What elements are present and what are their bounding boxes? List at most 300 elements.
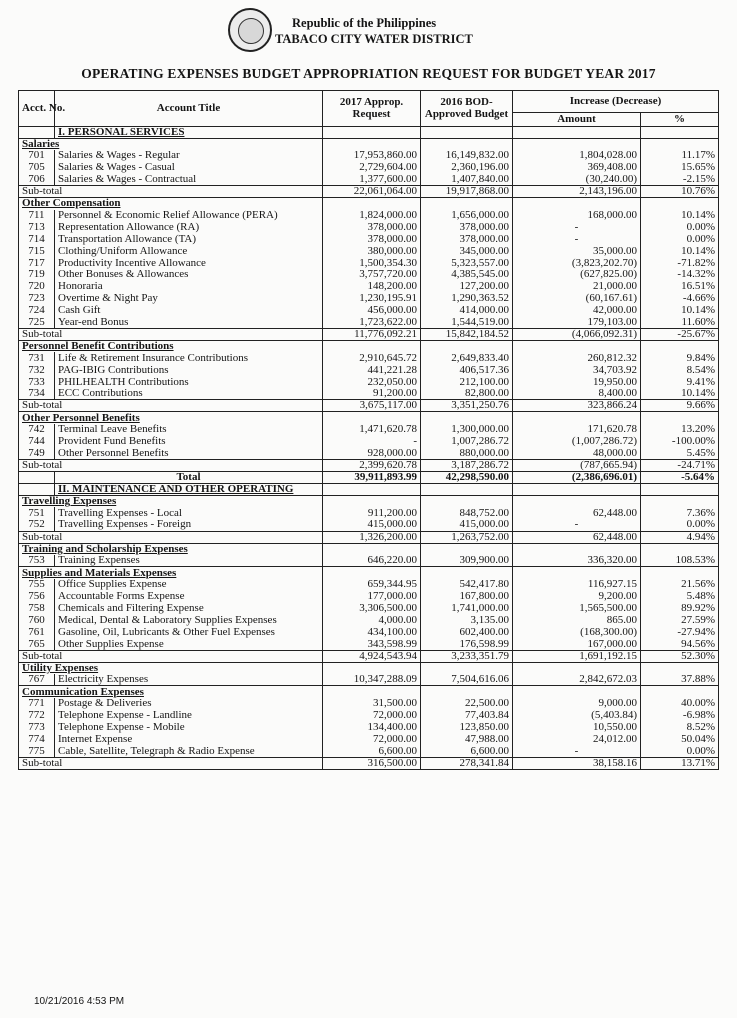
approp-2017-cell: 11,776,092.21 bbox=[323, 329, 421, 341]
acct-no-cell: 714 bbox=[19, 233, 55, 245]
empty-cell bbox=[641, 138, 719, 150]
table-row bbox=[19, 221, 719, 233]
approp-2017-cell: 17,953,860.00 bbox=[323, 150, 421, 162]
bod-2016-cell: 7,504,616.06 bbox=[421, 674, 513, 686]
increase-amount-cell: 369,408.00 bbox=[513, 162, 641, 174]
empty-cell bbox=[421, 126, 513, 138]
empty-cell bbox=[513, 138, 641, 150]
group-title: Communication Expenses bbox=[19, 686, 323, 698]
increase-amount-cell: (4,066,092.31) bbox=[513, 329, 641, 341]
approp-2017-cell: 343,598.99 bbox=[323, 638, 421, 650]
empty-cell bbox=[421, 138, 513, 150]
table-row bbox=[19, 745, 719, 757]
increase-pct-cell: 9.41% bbox=[641, 376, 719, 388]
account-title-cell: Travelling Expenses - Foreign bbox=[55, 519, 323, 531]
approp-2017-cell: 10,347,288.09 bbox=[323, 674, 421, 686]
increase-amount-cell: - bbox=[513, 233, 641, 245]
account-title-cell: Cash Gift bbox=[55, 305, 323, 317]
approp-2017-cell: 1,377,600.00 bbox=[323, 174, 421, 186]
empty-cell bbox=[513, 412, 641, 424]
empty-cell bbox=[641, 126, 719, 138]
acct-no-cell: 715 bbox=[19, 245, 55, 257]
empty-cell bbox=[323, 126, 421, 138]
table-row bbox=[19, 269, 719, 281]
increase-pct-cell: -5.64% bbox=[641, 472, 719, 484]
empty-cell bbox=[323, 412, 421, 424]
increase-pct-cell: 8.54% bbox=[641, 364, 719, 376]
group-title: Other Personnel Benefits bbox=[19, 412, 323, 424]
approp-2017-cell: 2,729,604.00 bbox=[323, 162, 421, 174]
bod-2016-cell: 602,400.00 bbox=[421, 626, 513, 638]
increase-pct-cell: 15.65% bbox=[641, 162, 719, 174]
empty-cell bbox=[641, 686, 719, 698]
account-title-cell: PAG-IBIG Contributions bbox=[55, 364, 323, 376]
acct-no-cell: 723 bbox=[19, 293, 55, 305]
subtotal-label: Sub-total bbox=[19, 329, 323, 341]
increase-amount-cell: 48,000.00 bbox=[513, 448, 641, 460]
acct-no-cell: 767 bbox=[19, 674, 55, 686]
account-title-cell: Productivity Incentive Allowance bbox=[55, 257, 323, 269]
acct-no-cell bbox=[19, 472, 55, 484]
bod-2016-cell: 176,598.99 bbox=[421, 638, 513, 650]
total-label: Total bbox=[55, 472, 323, 484]
account-title-cell: Salaries & Wages - Contractual bbox=[55, 174, 323, 186]
approp-2017-cell: 1,500,354.30 bbox=[323, 257, 421, 269]
approp-2017-cell: 456,000.00 bbox=[323, 305, 421, 317]
col-2017-approp: 2017 Approp. Request bbox=[323, 91, 421, 127]
bod-2016-cell: 77,403.84 bbox=[421, 710, 513, 722]
increase-pct-cell: 50.04% bbox=[641, 734, 719, 746]
increase-amount-cell: 8,400.00 bbox=[513, 388, 641, 400]
increase-pct-cell: 10.14% bbox=[641, 245, 719, 257]
bod-2016-cell: 1,300,000.00 bbox=[421, 424, 513, 436]
section-title: II. MAINTENANCE AND OTHER OPERATING bbox=[55, 484, 323, 496]
subtotal-label: Sub-total bbox=[19, 460, 323, 472]
acct-no-cell: 724 bbox=[19, 305, 55, 317]
increase-pct-cell: 94.56% bbox=[641, 638, 719, 650]
table-row bbox=[19, 722, 719, 734]
table-row bbox=[19, 579, 719, 591]
table-row bbox=[19, 615, 719, 627]
acct-no-cell bbox=[19, 126, 55, 138]
increase-amount-cell: - bbox=[513, 745, 641, 757]
acct-no-cell: 772 bbox=[19, 710, 55, 722]
increase-pct-cell: -14.32% bbox=[641, 269, 719, 281]
table-row bbox=[19, 698, 719, 710]
increase-pct-cell: 11.17% bbox=[641, 150, 719, 162]
increase-pct-cell: 10.14% bbox=[641, 210, 719, 222]
acct-no-cell: 749 bbox=[19, 448, 55, 460]
increase-amount-cell: 19,950.00 bbox=[513, 376, 641, 388]
increase-pct-cell: 27.59% bbox=[641, 615, 719, 627]
approp-2017-cell: 177,000.00 bbox=[323, 591, 421, 603]
increase-pct-cell: 4.94% bbox=[641, 531, 719, 543]
acct-no-cell: 705 bbox=[19, 162, 55, 174]
col-acct-no: Acct. No. bbox=[19, 91, 55, 127]
document-header bbox=[0, 0, 737, 62]
col-2016-bod: 2016 BOD-Approved Budget bbox=[421, 91, 513, 127]
increase-pct-cell: 13.20% bbox=[641, 424, 719, 436]
bod-2016-cell: 19,917,868.00 bbox=[421, 186, 513, 198]
acct-no-cell: 773 bbox=[19, 722, 55, 734]
subtotal-row bbox=[19, 186, 719, 198]
account-title-cell: Life & Retirement Insurance Contributions bbox=[55, 352, 323, 364]
empty-cell bbox=[421, 686, 513, 698]
col-increase: Increase (Decrease) bbox=[513, 91, 719, 113]
bod-2016-cell: 278,341.84 bbox=[421, 757, 513, 769]
approp-2017-cell: 1,326,200.00 bbox=[323, 531, 421, 543]
increase-amount-cell: 260,812.32 bbox=[513, 352, 641, 364]
empty-cell bbox=[641, 341, 719, 353]
account-title-cell: Medical, Dental & Laboratory Supplies Expenses bbox=[55, 615, 323, 627]
bod-2016-cell: 378,000.00 bbox=[421, 233, 513, 245]
empty-cell bbox=[513, 686, 641, 698]
subtotal-row bbox=[19, 757, 719, 769]
approp-2017-cell: 148,200.00 bbox=[323, 281, 421, 293]
account-title-cell: Postage & Deliveries bbox=[55, 698, 323, 710]
increase-amount-cell: (3,823,202.70) bbox=[513, 257, 641, 269]
bod-2016-cell: 3,351,250.76 bbox=[421, 400, 513, 412]
increase-pct-cell: 108.53% bbox=[641, 555, 719, 567]
table-row bbox=[19, 293, 719, 305]
account-title-cell: Accountable Forms Expense bbox=[55, 591, 323, 603]
empty-cell bbox=[323, 686, 421, 698]
increase-pct-cell: -27.94% bbox=[641, 626, 719, 638]
empty-cell bbox=[323, 341, 421, 353]
acct-no-cell: 706 bbox=[19, 174, 55, 186]
increase-pct-cell: -71.82% bbox=[641, 257, 719, 269]
increase-pct-cell: -100.00% bbox=[641, 436, 719, 448]
budget-table bbox=[18, 90, 719, 770]
bod-2016-cell: 82,800.00 bbox=[421, 388, 513, 400]
increase-amount-cell: 323,866.24 bbox=[513, 400, 641, 412]
increase-pct-cell: 37.88% bbox=[641, 674, 719, 686]
empty-cell bbox=[323, 567, 421, 579]
acct-no-cell: 751 bbox=[19, 507, 55, 519]
group-title: Personnel Benefit Contributions bbox=[19, 341, 323, 353]
acct-no-cell: 755 bbox=[19, 579, 55, 591]
approp-2017-cell: 134,400.00 bbox=[323, 722, 421, 734]
group-title: Salaries bbox=[19, 138, 323, 150]
account-title-cell: Personnel & Economic Relief Allowance (PERA) bbox=[55, 210, 323, 222]
approp-2017-cell: 232,050.00 bbox=[323, 376, 421, 388]
account-title-cell: Other Personnel Benefits bbox=[55, 448, 323, 460]
group-heading-row bbox=[19, 567, 719, 579]
bod-2016-cell: 42,298,590.00 bbox=[421, 472, 513, 484]
group-heading-row bbox=[19, 341, 719, 353]
account-title-cell: Internet Expense bbox=[55, 734, 323, 746]
empty-cell bbox=[421, 496, 513, 508]
increase-amount-cell: 1,804,028.00 bbox=[513, 150, 641, 162]
increase-amount-cell: 24,012.00 bbox=[513, 734, 641, 746]
section-heading-row bbox=[19, 484, 719, 496]
increase-pct-cell: -2.15% bbox=[641, 174, 719, 186]
increase-amount-cell: (787,665.94) bbox=[513, 460, 641, 472]
bod-2016-cell: 414,000.00 bbox=[421, 305, 513, 317]
group-title: Travelling Expenses bbox=[19, 496, 323, 508]
increase-pct-cell: -25.67% bbox=[641, 329, 719, 341]
bod-2016-cell: 1,290,363.52 bbox=[421, 293, 513, 305]
account-title-cell: Terminal Leave Benefits bbox=[55, 424, 323, 436]
approp-2017-cell: 911,200.00 bbox=[323, 507, 421, 519]
acct-no-cell: 752 bbox=[19, 519, 55, 531]
approp-2017-cell: 2,399,620.78 bbox=[323, 460, 421, 472]
table-row bbox=[19, 734, 719, 746]
bod-2016-cell: 1,741,000.00 bbox=[421, 603, 513, 615]
account-title-cell: Travelling Expenses - Local bbox=[55, 507, 323, 519]
approp-2017-cell: 1,723,622.00 bbox=[323, 317, 421, 329]
table-row bbox=[19, 591, 719, 603]
subtotal-row bbox=[19, 329, 719, 341]
table-row bbox=[19, 233, 719, 245]
increase-pct-cell: 9.84% bbox=[641, 352, 719, 364]
increase-amount-cell: 62,448.00 bbox=[513, 531, 641, 543]
empty-cell bbox=[641, 484, 719, 496]
approp-2017-cell: 1,230,195.91 bbox=[323, 293, 421, 305]
increase-pct-cell: 10.76% bbox=[641, 186, 719, 198]
table-row bbox=[19, 436, 719, 448]
subtotal-label: Sub-total bbox=[19, 650, 323, 662]
table-row bbox=[19, 638, 719, 650]
acct-no-cell: 744 bbox=[19, 436, 55, 448]
increase-amount-cell: (60,167.61) bbox=[513, 293, 641, 305]
acct-no-cell: 717 bbox=[19, 257, 55, 269]
increase-amount-cell: 38,158.16 bbox=[513, 757, 641, 769]
increase-pct-cell: -4.66% bbox=[641, 293, 719, 305]
empty-cell bbox=[323, 496, 421, 508]
acct-no-cell: 732 bbox=[19, 364, 55, 376]
approp-2017-cell: 659,344.95 bbox=[323, 579, 421, 591]
empty-cell bbox=[421, 341, 513, 353]
table-row bbox=[19, 519, 719, 531]
approp-2017-cell: 3,757,720.00 bbox=[323, 269, 421, 281]
bod-2016-cell: 3,187,286.72 bbox=[421, 460, 513, 472]
empty-cell bbox=[513, 567, 641, 579]
increase-amount-cell: 865.00 bbox=[513, 615, 641, 627]
account-title-cell: Training Expenses bbox=[55, 555, 323, 567]
approp-2017-cell: 31,500.00 bbox=[323, 698, 421, 710]
bod-2016-cell: 345,000.00 bbox=[421, 245, 513, 257]
empty-cell bbox=[323, 484, 421, 496]
table-row bbox=[19, 281, 719, 293]
account-title-cell: Office Supplies Expense bbox=[55, 579, 323, 591]
acct-no-cell: 756 bbox=[19, 591, 55, 603]
increase-amount-cell: 1,565,500.00 bbox=[513, 603, 641, 615]
district-seal-logo bbox=[228, 8, 272, 52]
increase-pct-cell: 13.71% bbox=[641, 757, 719, 769]
account-title-cell: Cable, Satellite, Telegraph & Radio Expense bbox=[55, 745, 323, 757]
bod-2016-cell: 415,000.00 bbox=[421, 519, 513, 531]
account-title-cell: Representation Allowance (RA) bbox=[55, 221, 323, 233]
approp-2017-cell: 434,100.00 bbox=[323, 626, 421, 638]
table-row bbox=[19, 674, 719, 686]
approp-2017-cell: 22,061,064.00 bbox=[323, 186, 421, 198]
increase-amount-cell: 167,000.00 bbox=[513, 638, 641, 650]
increase-amount-cell: 62,448.00 bbox=[513, 507, 641, 519]
account-title-cell: ECC Contributions bbox=[55, 388, 323, 400]
subtotal-row bbox=[19, 650, 719, 662]
acct-no-cell: 701 bbox=[19, 150, 55, 162]
approp-2017-cell: 91,200.00 bbox=[323, 388, 421, 400]
account-title-cell: Other Bonuses & Allowances bbox=[55, 269, 323, 281]
account-title-cell: Other Supplies Expense bbox=[55, 638, 323, 650]
approp-2017-cell: 378,000.00 bbox=[323, 221, 421, 233]
increase-amount-cell: 336,320.00 bbox=[513, 555, 641, 567]
table-row bbox=[19, 317, 719, 329]
increase-amount-cell: 34,703.92 bbox=[513, 364, 641, 376]
bod-2016-cell: 1,007,286.72 bbox=[421, 436, 513, 448]
acct-no-cell: 734 bbox=[19, 388, 55, 400]
account-title-cell: Provident Fund Benefits bbox=[55, 436, 323, 448]
section-title: I. PERSONAL SERVICES bbox=[55, 126, 323, 138]
total-row bbox=[19, 472, 719, 484]
bod-2016-cell: 848,752.00 bbox=[421, 507, 513, 519]
approp-2017-cell: 1,824,000.00 bbox=[323, 210, 421, 222]
subtotal-row bbox=[19, 531, 719, 543]
increase-pct-cell: 5.45% bbox=[641, 448, 719, 460]
increase-amount-cell: - bbox=[513, 221, 641, 233]
approp-2017-cell: 415,000.00 bbox=[323, 519, 421, 531]
increase-amount-cell: 2,842,672.03 bbox=[513, 674, 641, 686]
account-title-cell: Salaries & Wages - Casual bbox=[55, 162, 323, 174]
section-heading-row bbox=[19, 126, 719, 138]
empty-cell bbox=[421, 412, 513, 424]
table-row bbox=[19, 448, 719, 460]
approp-2017-cell: 928,000.00 bbox=[323, 448, 421, 460]
account-title-cell: PHILHEALTH Contributions bbox=[55, 376, 323, 388]
approp-2017-cell: 4,924,543.94 bbox=[323, 650, 421, 662]
approp-2017-cell: 39,911,893.99 bbox=[323, 472, 421, 484]
table-row bbox=[19, 364, 719, 376]
table-row bbox=[19, 555, 719, 567]
table-row bbox=[19, 210, 719, 222]
empty-cell bbox=[513, 484, 641, 496]
increase-pct-cell: 40.00% bbox=[641, 698, 719, 710]
increase-pct-cell: 0.00% bbox=[641, 745, 719, 757]
increase-pct-cell: 21.56% bbox=[641, 579, 719, 591]
bod-2016-cell: 127,200.00 bbox=[421, 281, 513, 293]
acct-no-cell: 775 bbox=[19, 745, 55, 757]
increase-pct-cell: 10.14% bbox=[641, 388, 719, 400]
empty-cell bbox=[323, 198, 421, 210]
increase-amount-cell: 2,143,196.00 bbox=[513, 186, 641, 198]
bod-2016-cell: 3,135.00 bbox=[421, 615, 513, 627]
empty-cell bbox=[513, 126, 641, 138]
group-title: Other Compensation bbox=[19, 198, 323, 210]
increase-amount-cell: 10,550.00 bbox=[513, 722, 641, 734]
account-title-cell: Honoraria bbox=[55, 281, 323, 293]
table-row bbox=[19, 352, 719, 364]
account-title-cell: Clothing/Uniform Allowance bbox=[55, 245, 323, 257]
district-name: TABACO CITY WATER DISTRICT bbox=[275, 32, 473, 46]
account-title-cell: Gasoline, Oil, Lubricants & Other Fuel Expenses bbox=[55, 626, 323, 638]
table-body bbox=[19, 126, 719, 769]
bod-2016-cell: 309,900.00 bbox=[421, 555, 513, 567]
table-row bbox=[19, 150, 719, 162]
acct-no-cell: 758 bbox=[19, 603, 55, 615]
increase-amount-cell: 116,927.15 bbox=[513, 579, 641, 591]
acct-no-cell: 711 bbox=[19, 210, 55, 222]
approp-2017-cell: 4,000.00 bbox=[323, 615, 421, 627]
approp-2017-cell: 72,000.00 bbox=[323, 734, 421, 746]
account-title-cell: Year-end Bonus bbox=[55, 317, 323, 329]
empty-cell bbox=[513, 198, 641, 210]
acct-no-cell: 765 bbox=[19, 638, 55, 650]
increase-pct-cell: 0.00% bbox=[641, 221, 719, 233]
empty-cell bbox=[513, 496, 641, 508]
table-header bbox=[19, 91, 719, 127]
acct-no-cell: 713 bbox=[19, 221, 55, 233]
group-heading-row bbox=[19, 412, 719, 424]
increase-amount-cell: (30,240.00) bbox=[513, 174, 641, 186]
increase-amount-cell: 1,691,192.15 bbox=[513, 650, 641, 662]
increase-amount-cell: 168,000.00 bbox=[513, 210, 641, 222]
increase-amount-cell: (5,403.84) bbox=[513, 710, 641, 722]
acct-no-cell: 731 bbox=[19, 352, 55, 364]
increase-pct-cell: 8.52% bbox=[641, 722, 719, 734]
bod-2016-cell: 542,417.80 bbox=[421, 579, 513, 591]
increase-amount-cell: (2,386,696.01) bbox=[513, 472, 641, 484]
group-heading-row bbox=[19, 496, 719, 508]
bod-2016-cell: 15,842,184.52 bbox=[421, 329, 513, 341]
approp-2017-cell: 378,000.00 bbox=[323, 233, 421, 245]
acct-no-cell: 725 bbox=[19, 317, 55, 329]
col-pct: % bbox=[641, 113, 719, 127]
approp-2017-cell: 316,500.00 bbox=[323, 757, 421, 769]
approp-2017-cell: - bbox=[323, 436, 421, 448]
account-title-cell: Salaries & Wages - Regular bbox=[55, 150, 323, 162]
table-row bbox=[19, 174, 719, 186]
account-title-cell: Telephone Expense - Mobile bbox=[55, 722, 323, 734]
empty-cell bbox=[641, 198, 719, 210]
increase-amount-cell: 179,103.00 bbox=[513, 317, 641, 329]
empty-cell bbox=[421, 567, 513, 579]
approp-2017-cell: 3,675,117.00 bbox=[323, 400, 421, 412]
bod-2016-cell: 5,323,557.00 bbox=[421, 257, 513, 269]
increase-amount-cell: 35,000.00 bbox=[513, 245, 641, 257]
bod-2016-cell: 2,360,196.00 bbox=[421, 162, 513, 174]
increase-pct-cell: -24.71% bbox=[641, 460, 719, 472]
increase-amount-cell: - bbox=[513, 519, 641, 531]
acct-no-cell: 720 bbox=[19, 281, 55, 293]
col-account-title: Account Title bbox=[55, 91, 323, 127]
bod-2016-cell: 22,500.00 bbox=[421, 698, 513, 710]
empty-cell bbox=[421, 198, 513, 210]
bod-2016-cell: 1,263,752.00 bbox=[421, 531, 513, 543]
bod-2016-cell: 1,544,519.00 bbox=[421, 317, 513, 329]
bod-2016-cell: 6,600.00 bbox=[421, 745, 513, 757]
increase-pct-cell: 5.48% bbox=[641, 591, 719, 603]
bod-2016-cell: 406,517.36 bbox=[421, 364, 513, 376]
increase-amount-cell: 171,620.78 bbox=[513, 424, 641, 436]
document-title: OPERATING EXPENSES BUDGET APPROPRIATION REQUEST FOR BUDGET YEAR 2017 bbox=[81, 66, 656, 81]
increase-amount-cell: 9,000.00 bbox=[513, 698, 641, 710]
acct-no-cell: 761 bbox=[19, 626, 55, 638]
group-heading-row bbox=[19, 686, 719, 698]
empty-cell bbox=[641, 412, 719, 424]
table-row bbox=[19, 710, 719, 722]
table-row bbox=[19, 424, 719, 436]
increase-amount-cell: 42,000.00 bbox=[513, 305, 641, 317]
subtotal-row bbox=[19, 460, 719, 472]
increase-pct-cell: 0.00% bbox=[641, 233, 719, 245]
bod-2016-cell: 16,149,832.00 bbox=[421, 150, 513, 162]
acct-no-cell bbox=[19, 484, 55, 496]
table-row bbox=[19, 305, 719, 317]
account-title-cell: Electricity Expenses bbox=[55, 674, 323, 686]
increase-amount-cell: (627,825.00) bbox=[513, 269, 641, 281]
approp-2017-cell: 441,221.28 bbox=[323, 364, 421, 376]
